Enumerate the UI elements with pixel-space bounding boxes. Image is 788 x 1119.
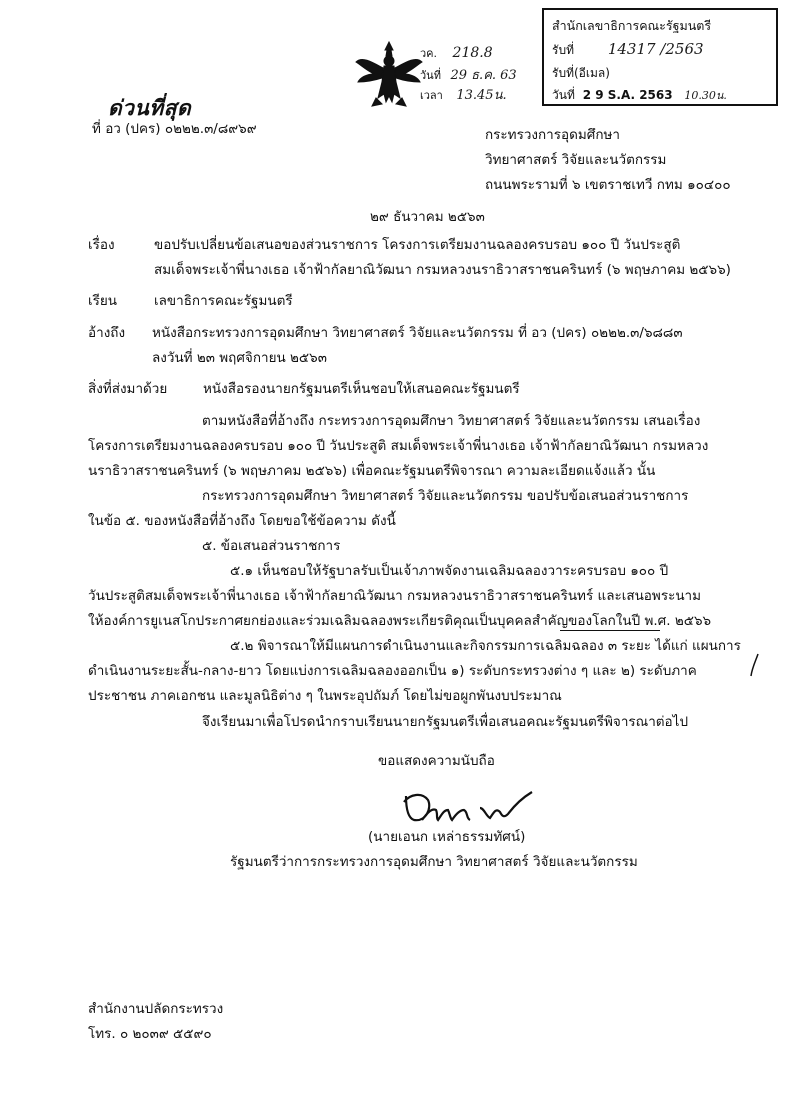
receipt-stamp	[420, 44, 545, 102]
footer-phone: โทร. ๐ ๒๐๓๙ ๕๕๙๐	[88, 1026, 212, 1042]
underline-mark	[560, 630, 660, 631]
item-5-heading: ๕. ข้อเสนอส่วนราชการ	[202, 538, 341, 554]
footer-unit: สำนักงานปลัดกระทรวง	[88, 1001, 224, 1017]
stamp-title: สำนักเลขาธิการคณะรัฐมนตรี	[552, 18, 712, 33]
subject-label: เรื่อง	[88, 237, 115, 253]
stamp-email-label: รับที่(อีเมล)	[552, 66, 610, 80]
stamp-date-value: 2 9 S.A. 2563	[582, 88, 673, 102]
signature-image	[392, 778, 542, 828]
receipt-time-label: เวลา	[420, 89, 443, 102]
stamp-received-label: รับที่	[552, 43, 574, 57]
receipt-date-value: 29 ธ.ค. 63	[450, 68, 517, 83]
item-5-1-line-3: ให้องค์การยูเนสโกประกาศยกย่องและร่วมเฉลิมฉลองพระเกียรติคุณเป็นบุคคลสำคัญของโลกในปี พ.ศ. ๒๕๖๖	[88, 613, 712, 629]
document-number: ที่ อว (ปคร) ๐๒๒๒.๓/๘๙๖๙	[92, 121, 257, 137]
urgency-label: ด่วนที่สุด	[108, 96, 192, 120]
signer-name: (นายเอนก เหล่าธรรมทัศน์)	[368, 829, 526, 845]
item-5-1-line-2: วันประสูติสมเด็จพระเจ้าพี่นางเธอ เจ้าฟ้ากัลยาณิวัฒนา กรมหลวงนราธิวาสราชนครินทร์ และเสนอพระนาม	[88, 588, 702, 604]
body-p1-line-3: นราธิวาสราชนครินทร์ (๖ พฤษภาคม ๒๕๖๖) เพื่อคณะรัฐมนตรีพิจารณา ความละเอียดแจ้งแล้ว นั้น	[88, 463, 656, 479]
signer-title: รัฐมนตรีว่าการกระทรวงการอุดมศึกษา วิทยาศาสตร์ วิจัยและนวัตกรรม	[230, 854, 638, 870]
enclosure-value: หนังสือรองนายกรัฐมนตรีเห็นชอบให้เสนอคณะรัฐมนตรี	[203, 381, 520, 397]
receipt-time-value: 13.45น.	[456, 88, 507, 103]
stamp-received-value: 14317 /2563	[607, 40, 704, 58]
office-line-3: ถนนพระรามที่ ๖ เขตราชเทวี กทม ๑๐๔๐๐	[485, 177, 731, 193]
to-label: เรียน	[88, 293, 118, 309]
body-p2-line-2: ในข้อ ๕. ของหนังสือที่อ้างถึง โดยขอใช้ข้อความ ดังนี้	[88, 513, 396, 529]
reference-label: อ้างถึง	[88, 325, 126, 341]
closing-line: จึงเรียนมาเพื่อโปรดนำกราบเรียนนายกรัฐมนตรีเพื่อเสนอคณะรัฐมนตรีพิจารณาต่อไป	[202, 714, 689, 730]
cabinet-secretariat-stamp	[542, 8, 778, 106]
garuda-emblem	[352, 36, 426, 110]
item-5-2-line-1: ๕.๒ พิจารณาให้มีแผนการดำเนินงานและกิจกรรมการเฉลิมฉลอง ๓ ระยะ ได้แก่ แผนการ	[230, 638, 741, 654]
office-line-2: วิทยาศาสตร์ วิจัยและนวัตกรรม	[485, 152, 667, 168]
document-date: ๒๙ ธันวาคม ๒๕๖๓	[370, 209, 485, 225]
margin-check-mark	[748, 652, 762, 678]
body-p2-line-1: กระทรวงการอุดมศึกษา วิทยาศาสตร์ วิจัยและนวัตกรรม ขอปรับข้อเสนอส่วนราชการ	[202, 488, 689, 504]
reference-line-2: ลงวันที่ ๒๓ พฤศจิกายน ๒๕๖๓	[152, 350, 327, 366]
item-5-2-line-3: ประชาชน ภาคเอกชน และมูลนิธิต่าง ๆ ในพระอุปถัมภ์ โดยไม่ขอผูกพันงบประมาณ	[88, 688, 562, 704]
item-5-1-line-1: ๕.๑ เห็นชอบให้รัฐบาลรับเป็นเจ้าภาพจัดงานเฉลิมฉลองวาระครบรอบ ๑๐๐ ปี	[230, 563, 669, 579]
to-value: เลขาธิการคณะรัฐมนตรี	[154, 293, 293, 309]
item-5-2-line-2: ดำเนินงานระยะสั้น-กลาง-ยาว โดยแบ่งการเฉลิมฉลองออกเป็น ๑) ระดับกระทรวงต่าง ๆ และ ๒) ระดับภาค	[88, 663, 697, 679]
body-p1-line-1: ตามหนังสือที่อ้างถึง กระทรวงการอุดมศึกษา วิทยาศาสตร์ วิจัยและนวัตกรรม เสนอเรื่อง	[202, 413, 701, 429]
enclosure-label: สิ่งที่ส่งมาด้วย	[88, 381, 168, 397]
subject-line-2: สมเด็จพระเจ้าพี่นางเธอ เจ้าฟ้ากัลยาณิวัฒนา กรมหลวงนราธิวาสราชนครินทร์ (๖ พฤษภาคม ๒๕๖๖)	[154, 262, 731, 278]
receipt-no-value: 218.8	[452, 45, 493, 61]
receipt-no-label: วค.	[420, 47, 438, 60]
body-p1-line-2: โครงการเตรียมงานฉลองครบรอบ ๑๐๐ ปี วันประสูติ สมเด็จพระเจ้าพี่นางเธอ เจ้าฟ้ากัลยาณิวัฒนา กรมหลวง	[88, 438, 709, 454]
reference-line-1: หนังสือกระทรวงการอุดมศึกษา วิทยาศาสตร์ วิจัยและนวัตกรรม ที่ อว (ปคร) ๐๒๒๒.๓/๖๘๘๓	[152, 325, 683, 341]
office-line-1: กระทรวงการอุดมศึกษา	[485, 127, 620, 143]
stamp-date-label: วันที่	[552, 88, 575, 102]
receipt-date-label: วันที่	[420, 69, 441, 82]
stamp-time-value: 10.30น.	[684, 89, 727, 102]
subject-line-1: ขอปรับเปลี่ยนข้อเสนอของส่วนราชการ โครงการเตรียมงานฉลองครบรอบ ๑๐๐ ปี วันประสูติ	[154, 237, 681, 253]
respect-line: ขอแสดงความนับถือ	[378, 753, 495, 769]
